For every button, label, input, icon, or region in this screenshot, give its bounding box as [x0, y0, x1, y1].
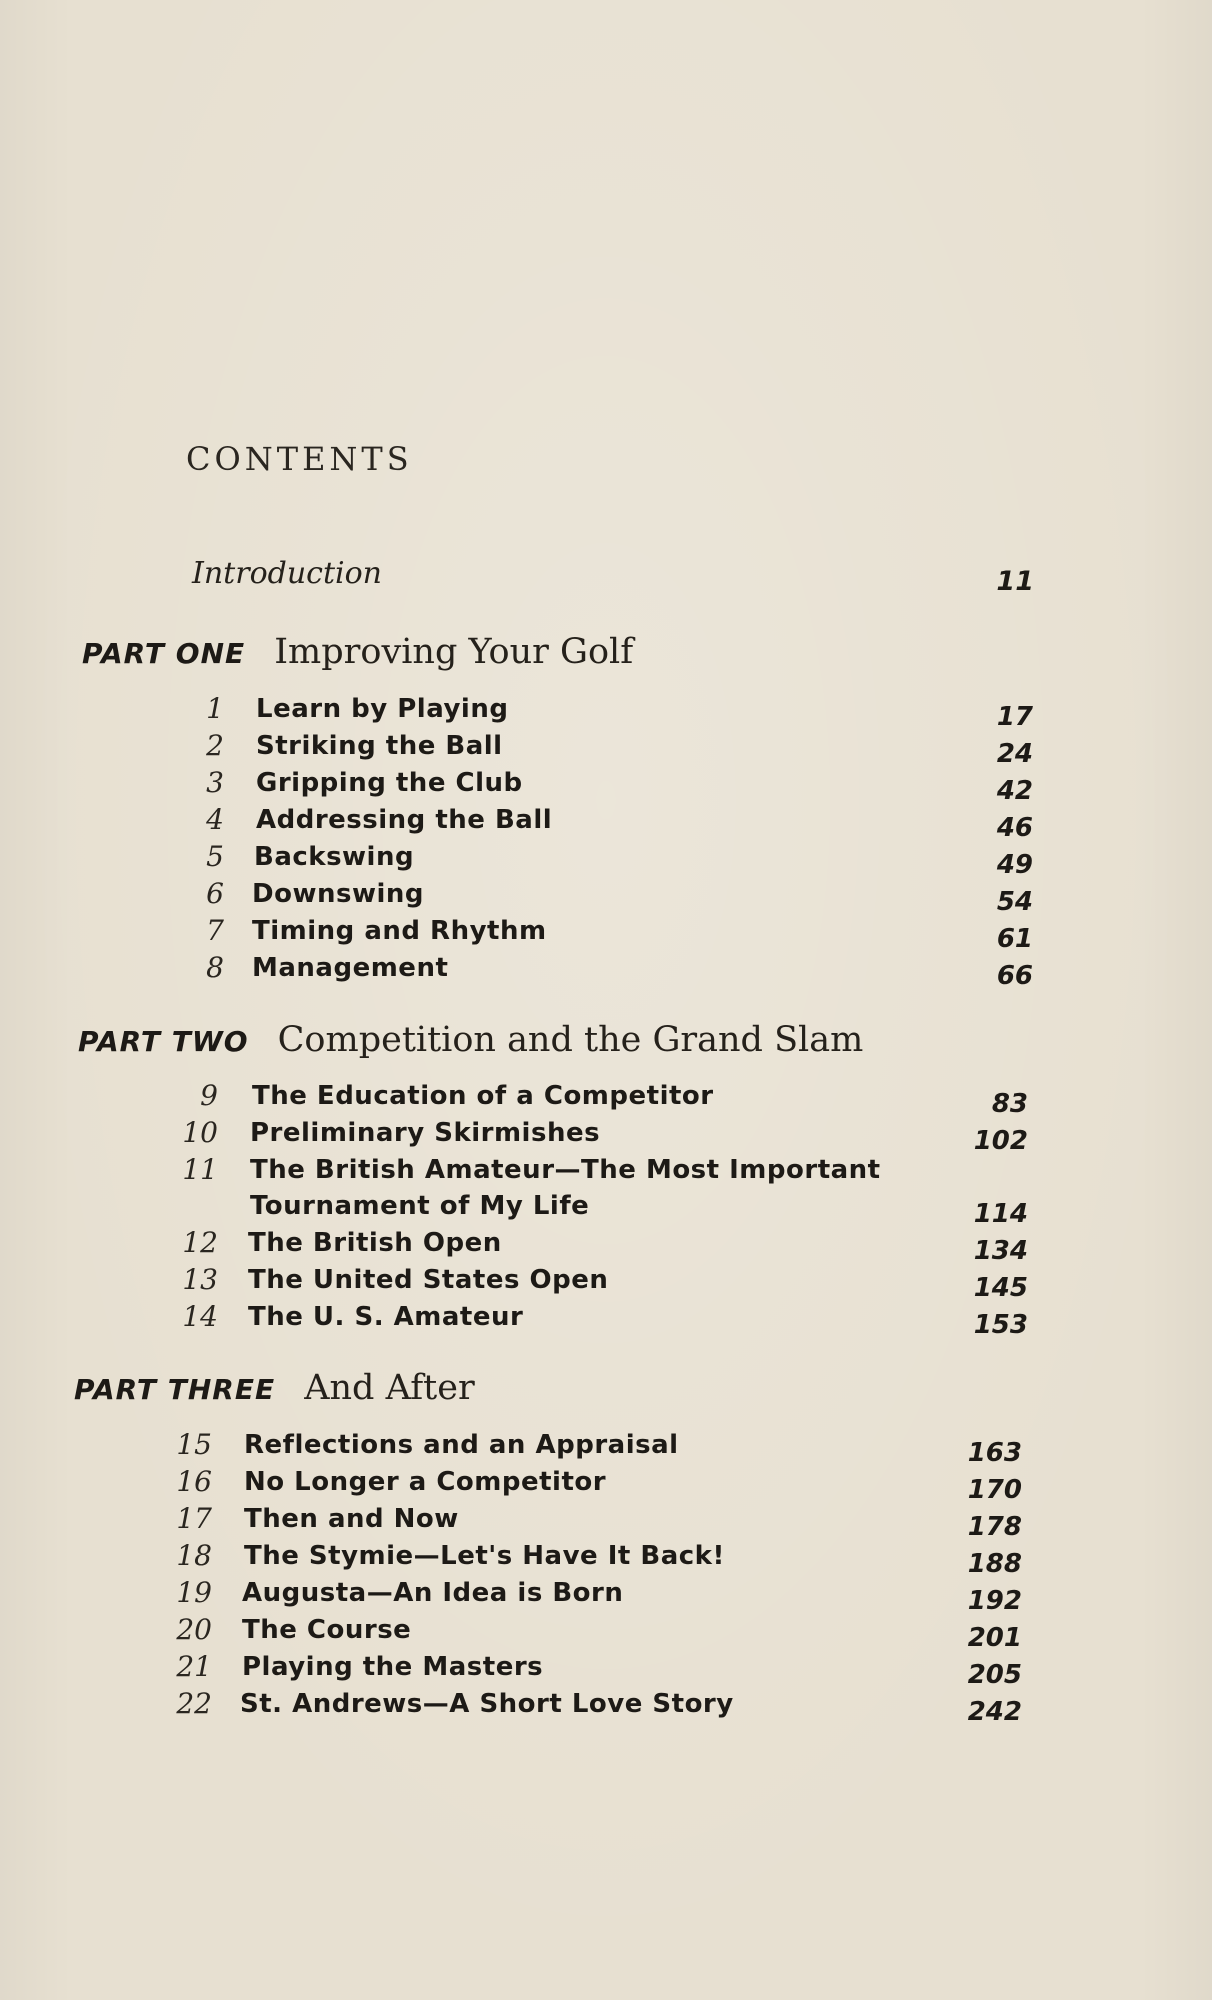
chapter-number: 17: [176, 1502, 212, 1535]
chapter-number: 22: [176, 1687, 212, 1720]
chapter-title: The Course: [242, 1615, 412, 1645]
chapter-page-number: 188: [967, 1549, 1022, 1579]
part-label: PART TWO: [78, 1025, 249, 1058]
chapter-page-number: 102: [973, 1126, 1028, 1156]
introduction-title: Introduction: [192, 556, 382, 591]
chapter-title: Playing the Masters: [242, 1652, 544, 1682]
chapter-page-number: 114: [973, 1199, 1028, 1229]
chapter-page-number: 163: [967, 1438, 1022, 1468]
chapter-title: Then and Now: [244, 1504, 459, 1534]
chapter-title: Addressing the Ball: [256, 805, 553, 835]
chapter-title: No Longer a Competitor: [244, 1467, 607, 1497]
chapter-title: Timing and Rhythm: [252, 916, 547, 946]
chapter-page-number: 17: [996, 702, 1033, 732]
chapter-number: 18: [176, 1539, 212, 1572]
chapter-page-number: 242: [967, 1697, 1022, 1727]
contents-heading: CONTENTS: [186, 440, 413, 478]
chapter-title-line2: Tournament of My Life: [250, 1191, 590, 1221]
chapter-number: 6: [206, 877, 224, 910]
chapter-title: Striking the Ball: [256, 731, 503, 761]
chapter-page-number: 170: [967, 1475, 1022, 1505]
chapter-page-number: 153: [973, 1310, 1028, 1340]
chapter-number: 10: [182, 1116, 218, 1149]
chapter-page-number: 205: [967, 1660, 1022, 1690]
chapter-page-number: 24: [996, 739, 1033, 769]
chapter-page-number: 201: [967, 1623, 1022, 1653]
chapter-number: 19: [176, 1576, 212, 1609]
part-three-header: [74, 1368, 475, 1408]
chapter-page-number: 42: [996, 776, 1033, 806]
chapter-number: 9: [200, 1079, 218, 1112]
chapter-title: The U. S. Amateur: [248, 1302, 524, 1332]
chapter-number: 11: [182, 1153, 218, 1186]
chapter-number: 21: [176, 1650, 212, 1683]
part-title: Competition and the Grand Slam: [277, 1020, 864, 1060]
chapter-number: 8: [206, 951, 224, 984]
chapter-number: 12: [182, 1226, 218, 1259]
chapter-page-number: 134: [973, 1236, 1028, 1266]
chapter-number: 3: [206, 766, 224, 799]
chapter-title: Preliminary Skirmishes: [250, 1118, 601, 1148]
chapter-number: 1: [206, 692, 224, 725]
chapter-title: Augusta—An Idea is Born: [242, 1578, 624, 1608]
chapter-number: 7: [206, 914, 224, 947]
chapter-title: St. Andrews—A Short Love Story: [240, 1689, 734, 1719]
chapter-page-number: 46: [996, 813, 1033, 843]
chapter-page-number: 145: [973, 1273, 1028, 1303]
chapter-number: 4: [206, 803, 224, 836]
chapter-number: 14: [182, 1300, 218, 1333]
chapter-title: The British Open: [248, 1228, 502, 1258]
part-label: PART ONE: [82, 637, 246, 670]
chapter-title: Learn by Playing: [256, 694, 509, 724]
chapter-number: 2: [206, 729, 224, 762]
chapter-number: 5: [206, 840, 224, 873]
chapter-title: [250, 1155, 881, 1221]
part-one-header: [82, 632, 633, 672]
chapter-title-line1: The British Amateur—The Most Important: [250, 1155, 881, 1185]
chapter-title: The Stymie—Let's Have It Back!: [244, 1541, 725, 1571]
chapter-number: 20: [176, 1613, 212, 1646]
part-title: And After: [304, 1368, 475, 1408]
chapter-title: The Education of a Competitor: [252, 1081, 714, 1111]
part-title: Improving Your Golf: [274, 632, 634, 672]
introduction-page-number: 11: [996, 566, 1034, 597]
chapter-page-number: 192: [967, 1586, 1022, 1616]
chapter-page-number: 49: [996, 850, 1033, 880]
chapter-number: 15: [176, 1428, 212, 1461]
chapter-title: Downswing: [252, 879, 425, 909]
chapter-title: The United States Open: [248, 1265, 609, 1295]
chapter-page-number: 61: [996, 924, 1033, 954]
part-two-header: [78, 1020, 863, 1060]
chapter-title: Gripping the Club: [256, 768, 523, 798]
chapter-page-number: 178: [967, 1512, 1022, 1542]
chapter-title: Management: [252, 953, 449, 983]
part-label: PART THREE: [74, 1373, 276, 1406]
chapter-page-number: 66: [996, 961, 1033, 991]
chapter-number: 13: [182, 1263, 218, 1296]
chapter-page-number: 54: [996, 887, 1033, 917]
chapter-page-number: 83: [991, 1089, 1028, 1119]
chapter-title: Reflections and an Appraisal: [244, 1430, 679, 1460]
chapter-title: Backswing: [254, 842, 415, 872]
chapter-number: 16: [176, 1465, 212, 1498]
